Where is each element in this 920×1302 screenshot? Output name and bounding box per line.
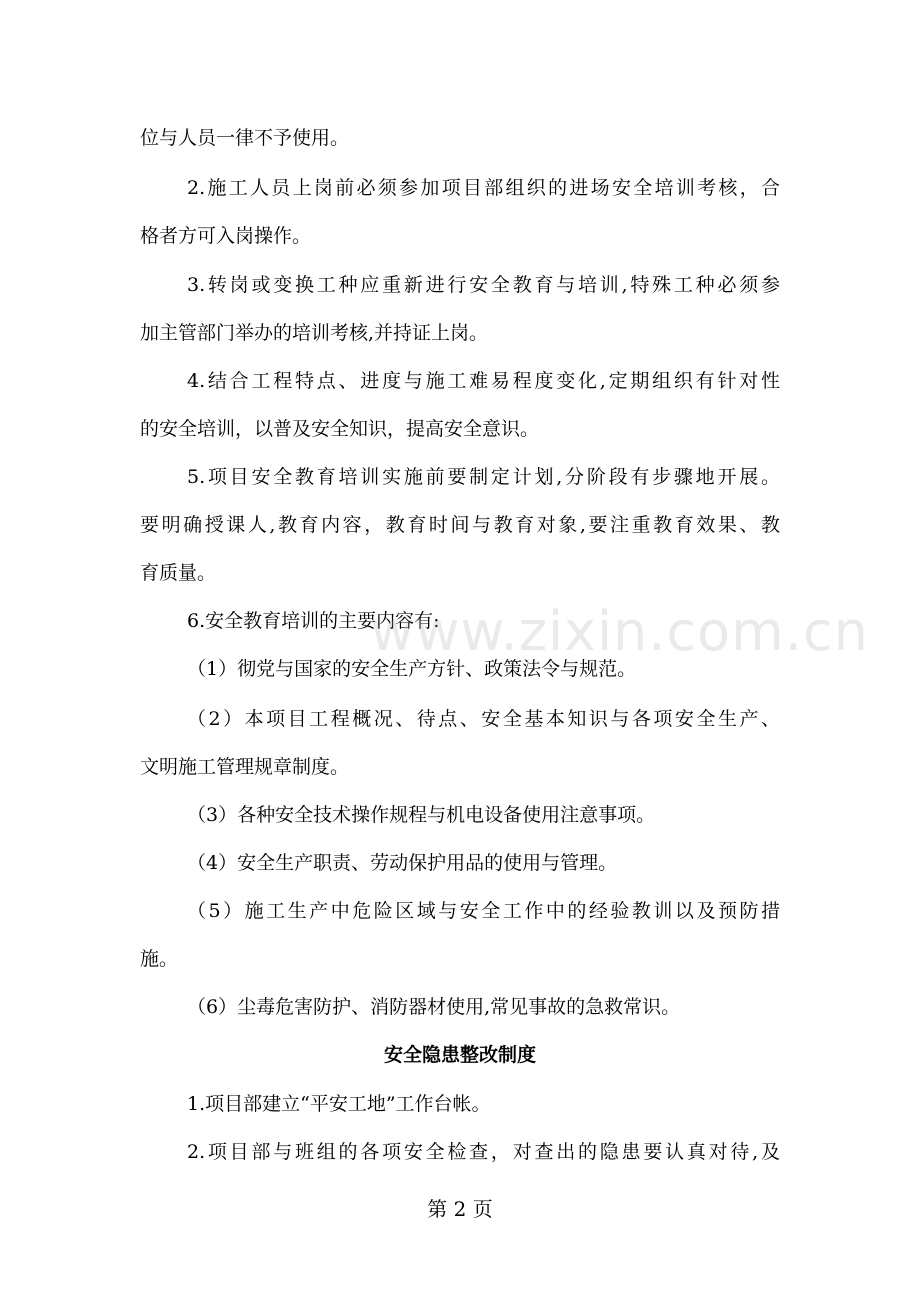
paragraph-line: 格者方可入岗操作。 <box>140 225 312 247</box>
list-item: （6）尘毒危害防护、消防器材使用,常见事故的急救常识。 <box>187 996 681 1018</box>
paragraph-line: 2.施工人员上岗前必须参加项目部组织的进场安全培训考核，合 <box>187 177 780 199</box>
list-item: （4）安全生产职责、劳动保护用品的使用与管理。 <box>187 852 618 874</box>
paragraph-line: 4.结合工程特点、进度与施工难易程度变化,定期组织有针对性 <box>187 370 780 392</box>
list-item: （1）彻党与国家的安全生产方针、政策法令与规范。 <box>187 658 637 680</box>
paragraph-line: 2.项目部与班组的各项安全检查，对查出的隐患要认真对待,及 <box>187 1141 780 1163</box>
paragraph-line: 要明确授课人,教育内容，教育时间与教育对象,要注重教育效果、教 <box>140 514 780 536</box>
paragraph-line: 位与人员一律不予使用。 <box>140 127 350 149</box>
paragraph-line: 的安全培训，以普及安全知识，提高安全意识。 <box>140 418 540 440</box>
list-item: （2）本项目工程概况、待点、安全基本知识与各项安全生产、 <box>187 708 780 730</box>
list-item: （5）施工生产中危险区域与安全工作中的经验教训以及预防措 <box>187 900 780 922</box>
section-heading: 安全隐患整改制度 <box>383 1044 536 1066</box>
paragraph-line: 育质量。 <box>140 562 217 584</box>
page-number: 第 2 页 <box>427 1197 493 1221</box>
paragraph-line: 加主管部门举办的培训考核,并持证上岗。 <box>140 322 489 344</box>
list-item: （3）各种安全技术操作规程与机电设备使用注意事项。 <box>187 804 656 826</box>
paragraph-line: 文明施工管理规章制度。 <box>140 756 350 778</box>
paragraph-line: 5.项目安全教育培训实施前要制定计划,分阶段有步骤地开展。 <box>187 466 780 488</box>
watermark: www.zixin.com.cn <box>370 600 869 663</box>
paragraph-line: 施。 <box>140 948 179 970</box>
paragraph-line: 1.项目部建立“平安工地”工作台帐。 <box>187 1093 491 1115</box>
paragraph-line: 6.安全教育培训的主要内容有: <box>187 610 440 632</box>
paragraph-line: 3.转岗或变换工种应重新进行安全教育与培训,特殊工种必须参 <box>187 274 780 296</box>
